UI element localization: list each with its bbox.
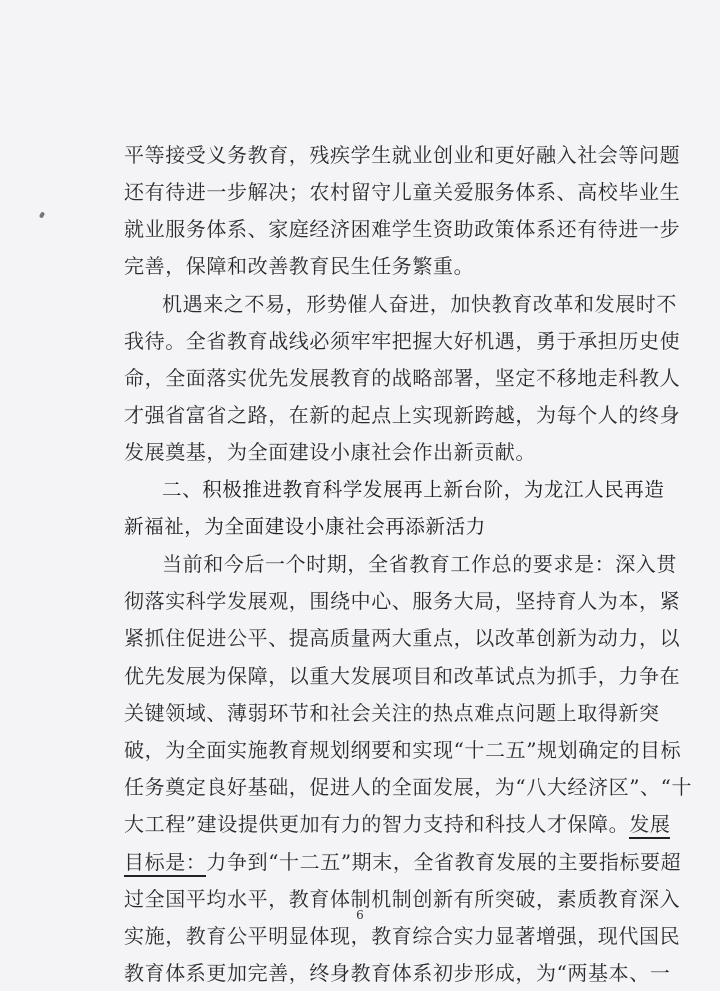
body-line: 机遇来之不易，形势催人奋进，加快教育改革和发展时不 (162, 292, 677, 316)
body-text: 力争到“十二五”期末，全省教育发展的主要指标要超 (206, 850, 682, 874)
body-line: 实施，教育公平明显体现，教育综合实力显著增强，现代国民 (124, 924, 681, 948)
body-line: 关键领域、薄弱环节和社会关注的热点难点问题上取得新突 (124, 701, 660, 725)
body-line: 完善，保障和改善教育民生任务繁重。 (124, 254, 475, 278)
body-line: 平等接受义务教育，残疾学生就业创业和更好融入社会等问题 (124, 143, 681, 167)
section-heading: 新福祉，为全面建设小康社会再添新活力 (124, 515, 486, 538)
section-heading: 二、积极推进教育科学发展再上新台阶，为龙江人民再造 (162, 478, 665, 501)
body-line: 任务奠定良好基础，促进人的全面发展，为“八大经济区”、“十 (124, 775, 693, 799)
body-line: 过全国平均水平，教育体制机制创新有所突破，素质教育深入 (124, 887, 681, 911)
scan-mark (39, 211, 45, 218)
body-line: 当前和今后一个时期，全省教育工作总的要求是：深入贯 (162, 552, 677, 576)
body-line: 发展奠基，为全面建设小康社会作出新贡献。 (124, 440, 536, 464)
body-line: 我待。全省教育战线必须牢牢把握大好机遇，勇于承担历史使 (124, 329, 681, 353)
body-line: 优先发展为保障，以重大发展项目和改革试点为抓手，力争在 (124, 664, 681, 688)
body-text: 大工程”建设提供更加有力的智力支持和科技人才保障。 (124, 812, 630, 836)
body-line: 破，为全面实施教育规划纲要和实现“十二五”规划确定的目标 (124, 738, 682, 762)
page-number: 6 (356, 908, 364, 922)
body-line: 命，全面落实优先发展教育的战略部署，坚定不移地走科教人 (124, 366, 681, 390)
underlined-text: 目标是： (124, 850, 206, 877)
body-line (124, 807, 671, 841)
body-line (124, 845, 682, 879)
body-line: 彻落实科学发展观，围绕中心、服务大局，坚持育人为本，紧 (124, 589, 681, 613)
body-line: 紧抓住促进公平、提高质量两大重点，以改革创新为动力，以 (124, 626, 681, 650)
body-line: 就业服务体系、家庭经济困难学生资助政策体系还有待进一步 (124, 217, 681, 241)
body-line: 才强省富省之路，在新的起点上实现新跨越，为每个人的终身 (124, 403, 681, 427)
body-line: 还有待进一步解决；农村留守儿童关爱服务体系、高校毕业生 (124, 180, 681, 204)
body-line: 教育体系更加完善，终身教育体系初步形成，为“两基本、一 (124, 961, 671, 985)
underlined-text: 发展 (629, 812, 670, 839)
